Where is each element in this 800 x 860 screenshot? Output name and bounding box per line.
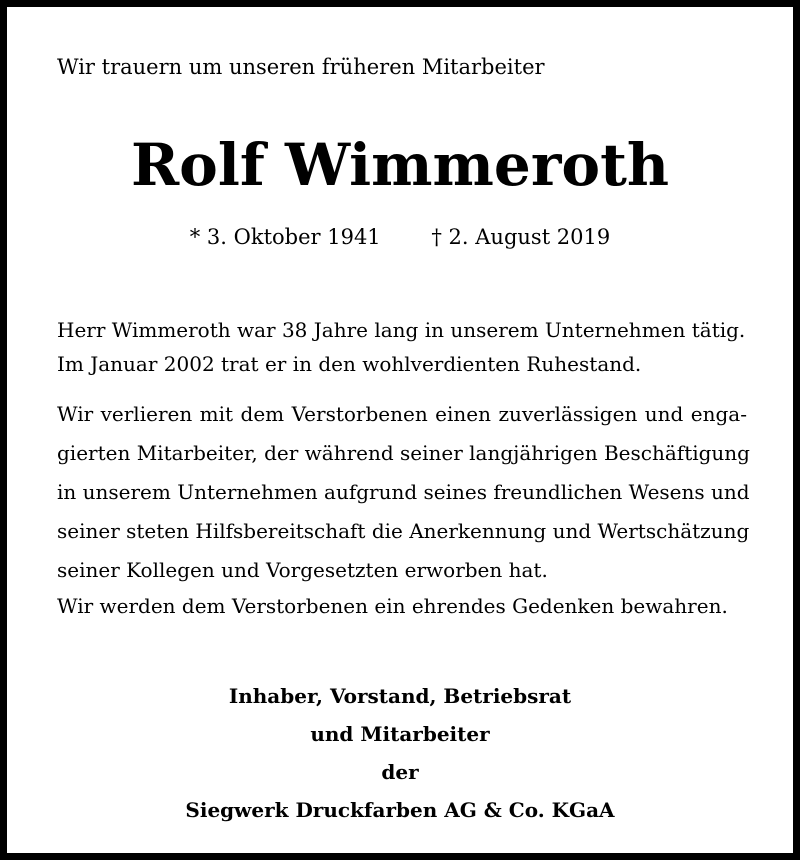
signature-line: der: [381, 760, 419, 784]
text-line: in unserem Unternehmen aufgrund seines freundlichen Wesens und: [57, 480, 750, 504]
intro-line: Wir trauern um unseren früheren Mitarbeiter: [57, 55, 545, 79]
text-line: Im Januar 2002 trat er in den wohlverdienten Ruhestand.: [57, 352, 642, 376]
text-line: seiner steten Hilfsbereitschaft die Anerkennung und Wertschätzung: [57, 519, 750, 543]
signature-block: [7, 677, 793, 829]
text-line: Herr Wimmeroth war 38 Jahre lang in unserem Unternehmen tätig.: [57, 318, 746, 342]
text-line: seiner Kollegen und Vorgesetzten erworben hat.: [57, 558, 548, 582]
text-line: gierten Mitarbeiter, der während seiner langjährigen Beschäftigung: [57, 441, 750, 465]
career-paragraph: [57, 313, 747, 381]
life-dates: [7, 223, 793, 251]
tribute-paragraph: [57, 395, 750, 590]
text-line: Wir verlieren mit dem Verstorbenen einen zuverlässigen und enga-: [57, 402, 747, 426]
death-date: † 2. August 2019: [431, 225, 611, 249]
deceased-name: Rolf Wimmeroth: [130, 131, 670, 199]
birth-date: * 3. Oktober 1941: [189, 225, 381, 249]
signature-line: Inhaber, Vorstand, Betriebsrat: [228, 684, 572, 708]
signature-line: und Mitarbeiter: [310, 722, 490, 746]
closing-paragraph: Wir werden dem Verstorbenen ein ehrendes Gedenken bewahren.: [57, 594, 728, 618]
company-name: Siegwerk Druckfarben AG & Co. KGaA: [185, 798, 615, 822]
